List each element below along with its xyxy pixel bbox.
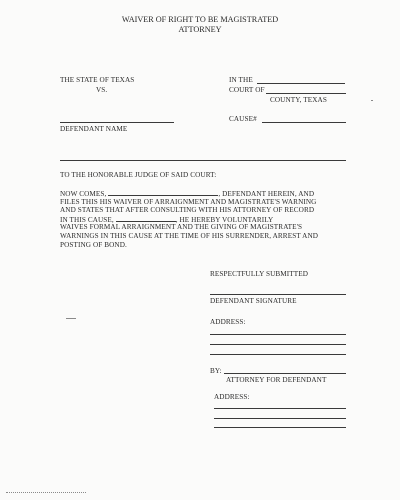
address-line-1a[interactable] (210, 334, 346, 335)
in-the-label: IN THE (229, 76, 253, 84)
separator-rule (60, 160, 346, 161)
vs-label: VS. (96, 86, 108, 94)
defendant-signature-line[interactable] (210, 294, 346, 295)
address-label-1: ADDRESS: (210, 318, 246, 326)
document-title-line2: ATTORNEY (178, 25, 222, 34)
in-the-blank[interactable] (257, 83, 345, 84)
para-line-7: POSTING OF BOND. (60, 240, 127, 249)
para-line-5: WAIVES FORMAL ARRAIGNMENT AND THE GIVING OF MAGISTRATE'S (60, 223, 303, 232)
address-label-2: ADDRESS: (214, 393, 250, 401)
defendant-herein-text: , DEFENDANT HEREIN, AND (218, 190, 315, 198)
address-line-2c[interactable] (214, 427, 346, 428)
attorney-signature-line[interactable] (224, 373, 346, 374)
address-line-2a[interactable] (214, 408, 346, 409)
cause-number-blank[interactable] (262, 122, 346, 123)
para-line-3: AND STATES THAT AFTER CONSULTING WITH HIS ATTORNEY OF RECORD (60, 206, 315, 215)
respectfully-submitted-label: RESPECTFULLY SUBMITTED (210, 270, 309, 278)
salutation: TO THE HONORABLE JUDGE OF SAID COURT: (60, 171, 217, 179)
attorney-for-defendant-label: ATTORNEY FOR DEFENDANT (226, 376, 327, 384)
defendant-name-line[interactable] (60, 122, 174, 123)
attorney-name-blank[interactable] (116, 215, 176, 222)
in-this-cause-text: IN THIS CAUSE, (60, 215, 114, 224)
by-label: BY: (210, 367, 222, 375)
county-texas-label: COUNTY, TEXAS (270, 96, 327, 104)
address-line-1b[interactable] (210, 344, 346, 345)
state-of-texas-label: THE STATE OF TEXAS (60, 76, 135, 84)
document-title-line1: WAIVER OF RIGHT TO BE MAGISTRATED (121, 15, 279, 24)
cause-label: CAUSE# (229, 115, 257, 123)
court-of-label: COURT OF (229, 86, 265, 94)
para-line-6: WARNINGS IN THIS CAUSE AT THE TIME OF HIS SURRENDER, ARREST AND (60, 232, 319, 240)
defendant-signature-label: DEFENDANT SIGNATURE (210, 297, 297, 305)
margin-mark (66, 318, 76, 319)
address-line-1c[interactable] (210, 354, 346, 355)
he-hereby-text: , HE HEREBY VOLUNTARILY (175, 215, 274, 224)
now-comes-text: NOW COMES, (60, 190, 107, 198)
court-of-blank[interactable] (266, 93, 346, 94)
margin-mark (371, 100, 373, 101)
defendant-name-blank[interactable] (108, 189, 218, 196)
scan-artifact-mark (6, 492, 86, 493)
para-line-2: FILES THIS HIS WAIVER OF ARRAIGNMENT AND MAGISTRATE'S WARNING (60, 197, 317, 206)
address-line-2b[interactable] (214, 418, 346, 419)
defendant-name-label: DEFENDANT NAME (60, 125, 128, 133)
